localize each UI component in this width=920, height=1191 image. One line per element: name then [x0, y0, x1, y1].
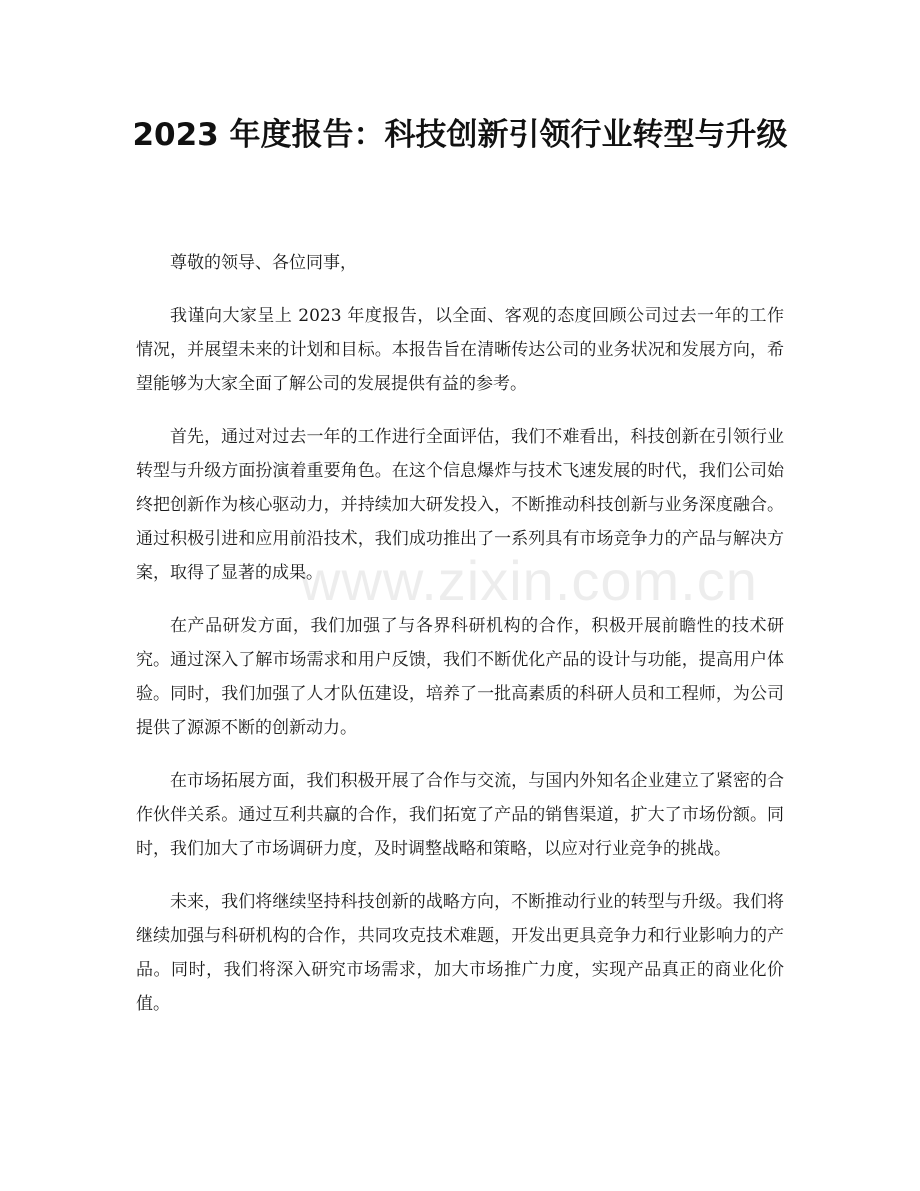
evaluation-paragraph: 首先，通过对过去一年的工作进行全面评估，我们不难看出，科技创新在引领行业转型与升级方面扮演着重要角色。在这个信息爆炸与技术飞速发展的时代，我们公司始终把创新作为核心驱动力，并持续加大研发投入，不断推动科技创新与业务深度融合。通过积极引进和应用前沿技术，我们成功推出了一系列具有市场竞争力的产品与解决方案，取得了显著的成果。: [136, 427, 784, 583]
intro-paragraph: 我谨向大家呈上 2023 年度报告，以全面、客观的态度回顾公司过去一年的工作情况，并展望未来的计划和目标。本报告旨在清晰传达公司的业务状况和发展方向，希望能够为大家全面了解公司的发展提供有益的参考。: [136, 306, 784, 394]
page-title: 2023 年度报告：科技创新引领行业转型与升级: [132, 117, 788, 153]
watermark: www.zixin.com.cn: [300, 549, 758, 612]
salutation-paragraph: 尊敬的领导、各位同事，: [170, 253, 357, 273]
market-expansion-paragraph: 在市场拓展方面，我们积极开展了合作与交流，与国内外知名企业建立了紧密的合作伙伴关系。通过互利共赢的合作，我们拓宽了产品的销售渠道，扩大了市场份额。同时，我们加大了市场调研力度，及时调整战略和策略，以应对行业竞争的挑战。: [136, 771, 784, 859]
future-plan-paragraph: 未来，我们将继续坚持科技创新的战略方向，不断推动行业的转型与升级。我们将继续加强与科研机构的合作，共同攻克技术难题，开发出更具竞争力和行业影响力的产品。同时，我们将深入研究市场需求，加大市场推广力度，实现产品真正的商业化价值。: [136, 892, 784, 1014]
document-body: [136, 246, 784, 1040]
product-rd-paragraph: 在产品研发方面，我们加强了与各界科研机构的合作，积极开展前瞻性的技术研究。通过深入了解市场需求和用户反馈，我们不断优化产品的设计与功能，提高用户体验。同时，我们加强了人才队伍建设，培养了一批高素质的科研人员和工程师，为公司提供了源源不断的创新动力。: [136, 616, 784, 738]
